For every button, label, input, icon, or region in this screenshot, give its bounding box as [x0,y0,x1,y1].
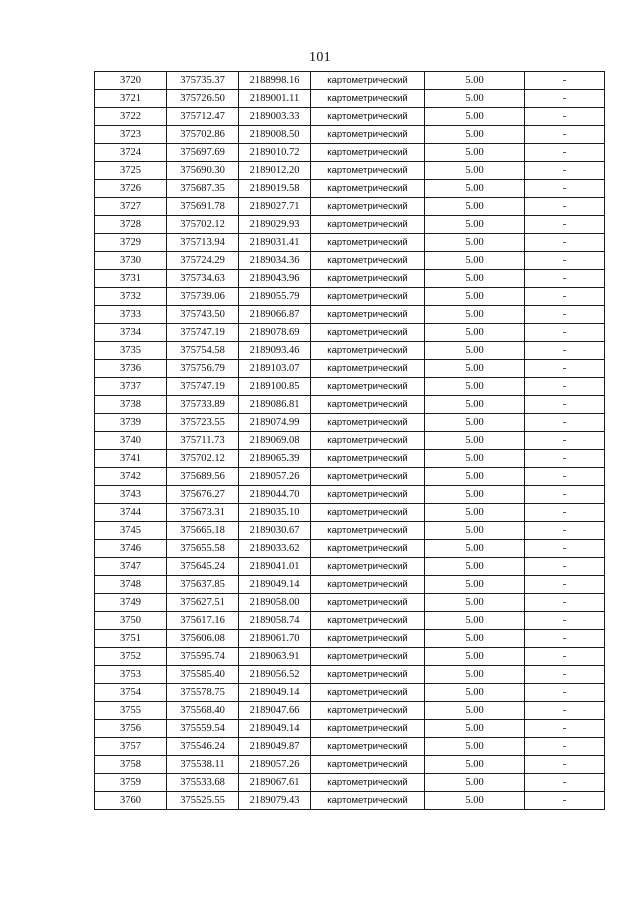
y-coordinate-cell: 2189049.14 [239,720,311,738]
point-number-cell: 3730 [95,252,167,270]
accuracy-cell: 5.00 [425,594,525,612]
table-row [95,108,605,126]
method-cell: картометрический [311,90,425,108]
method-cell: картометрический [311,594,425,612]
x-coordinate-cell: 375690.30 [167,162,239,180]
table-row [95,648,605,666]
note-cell: - [525,234,605,252]
table-row [95,72,605,90]
note-cell: - [525,738,605,756]
x-coordinate-cell: 375702.12 [167,216,239,234]
table-row [95,396,605,414]
point-number-cell: 3724 [95,144,167,162]
accuracy-cell: 5.00 [425,180,525,198]
y-coordinate-cell: 2189093.46 [239,342,311,360]
method-cell: картометрический [311,270,425,288]
accuracy-cell: 5.00 [425,144,525,162]
y-coordinate-cell: 2189057.26 [239,468,311,486]
point-number-cell: 3723 [95,126,167,144]
coordinates-table [94,71,605,810]
x-coordinate-cell: 375645.24 [167,558,239,576]
accuracy-cell: 5.00 [425,108,525,126]
method-cell: картометрический [311,378,425,396]
method-cell: картометрический [311,558,425,576]
point-number-cell: 3751 [95,630,167,648]
x-coordinate-cell: 375546.24 [167,738,239,756]
accuracy-cell: 5.00 [425,576,525,594]
point-number-cell: 3743 [95,486,167,504]
x-coordinate-cell: 375568.40 [167,702,239,720]
note-cell: - [525,756,605,774]
method-cell: картометрический [311,576,425,594]
table-row [95,180,605,198]
note-cell: - [525,684,605,702]
table-row [95,144,605,162]
point-number-cell: 3752 [95,648,167,666]
y-coordinate-cell: 2189058.00 [239,594,311,612]
note-cell: - [525,594,605,612]
note-cell: - [525,630,605,648]
point-number-cell: 3749 [95,594,167,612]
accuracy-cell: 5.00 [425,306,525,324]
point-number-cell: 3720 [95,72,167,90]
note-cell: - [525,180,605,198]
point-number-cell: 3746 [95,540,167,558]
point-number-cell: 3736 [95,360,167,378]
accuracy-cell: 5.00 [425,666,525,684]
x-coordinate-cell: 375687.35 [167,180,239,198]
method-cell: картометрический [311,504,425,522]
accuracy-cell: 5.00 [425,630,525,648]
accuracy-cell: 5.00 [425,540,525,558]
accuracy-cell: 5.00 [425,162,525,180]
point-number-cell: 3759 [95,774,167,792]
method-cell: картометрический [311,468,425,486]
method-cell: картометрический [311,234,425,252]
point-number-cell: 3728 [95,216,167,234]
note-cell: - [525,270,605,288]
x-coordinate-cell: 375747.19 [167,324,239,342]
accuracy-cell: 5.00 [425,288,525,306]
accuracy-cell: 5.00 [425,612,525,630]
note-cell: - [525,72,605,90]
note-cell: - [525,198,605,216]
method-cell: картометрический [311,774,425,792]
note-cell: - [525,162,605,180]
accuracy-cell: 5.00 [425,486,525,504]
note-cell: - [525,774,605,792]
x-coordinate-cell: 375691.78 [167,198,239,216]
x-coordinate-cell: 375689.56 [167,468,239,486]
point-number-cell: 3732 [95,288,167,306]
x-coordinate-cell: 375533.68 [167,774,239,792]
method-cell: картометрический [311,486,425,504]
method-cell: картометрический [311,216,425,234]
point-number-cell: 3725 [95,162,167,180]
accuracy-cell: 5.00 [425,270,525,288]
x-coordinate-cell: 375585.40 [167,666,239,684]
method-cell: картометрический [311,630,425,648]
table-row [95,90,605,108]
point-number-cell: 3729 [95,234,167,252]
method-cell: картометрический [311,180,425,198]
method-cell: картометрический [311,162,425,180]
accuracy-cell: 5.00 [425,216,525,234]
accuracy-cell: 5.00 [425,792,525,810]
method-cell: картометрический [311,720,425,738]
accuracy-cell: 5.00 [425,234,525,252]
table-row [95,342,605,360]
note-cell: - [525,288,605,306]
x-coordinate-cell: 375712.47 [167,108,239,126]
y-coordinate-cell: 2189047.66 [239,702,311,720]
accuracy-cell: 5.00 [425,198,525,216]
accuracy-cell: 5.00 [425,738,525,756]
y-coordinate-cell: 2188998.16 [239,72,311,90]
point-number-cell: 3758 [95,756,167,774]
y-coordinate-cell: 2189057.26 [239,756,311,774]
note-cell: - [525,522,605,540]
note-cell: - [525,342,605,360]
table-row [95,252,605,270]
y-coordinate-cell: 2189012.20 [239,162,311,180]
point-number-cell: 3753 [95,666,167,684]
table-row [95,792,605,810]
note-cell: - [525,486,605,504]
x-coordinate-cell: 375735.37 [167,72,239,90]
x-coordinate-cell: 375743.50 [167,306,239,324]
x-coordinate-cell: 375734.63 [167,270,239,288]
y-coordinate-cell: 2189019.58 [239,180,311,198]
method-cell: картометрический [311,738,425,756]
table-row [95,468,605,486]
note-cell: - [525,126,605,144]
point-number-cell: 3722 [95,108,167,126]
y-coordinate-cell: 2189029.93 [239,216,311,234]
method-cell: картометрический [311,342,425,360]
accuracy-cell: 5.00 [425,468,525,486]
y-coordinate-cell: 2189063.91 [239,648,311,666]
table-row [95,126,605,144]
accuracy-cell: 5.00 [425,378,525,396]
point-number-cell: 3760 [95,792,167,810]
method-cell: картометрический [311,702,425,720]
method-cell: картометрический [311,288,425,306]
method-cell: картометрический [311,522,425,540]
point-number-cell: 3727 [95,198,167,216]
x-coordinate-cell: 375655.58 [167,540,239,558]
y-coordinate-cell: 2189003.33 [239,108,311,126]
x-coordinate-cell: 375595.74 [167,648,239,666]
note-cell: - [525,720,605,738]
y-coordinate-cell: 2189061.70 [239,630,311,648]
y-coordinate-cell: 2189100.85 [239,378,311,396]
point-number-cell: 3731 [95,270,167,288]
x-coordinate-cell: 375702.86 [167,126,239,144]
point-number-cell: 3742 [95,468,167,486]
x-coordinate-cell: 375665.18 [167,522,239,540]
y-coordinate-cell: 2189079.43 [239,792,311,810]
table-row [95,594,605,612]
y-coordinate-cell: 2189055.79 [239,288,311,306]
table-row [95,378,605,396]
table-row [95,450,605,468]
table-row [95,576,605,594]
x-coordinate-cell: 375723.55 [167,414,239,432]
method-cell: картометрический [311,360,425,378]
y-coordinate-cell: 2189035.10 [239,504,311,522]
method-cell: картометрический [311,306,425,324]
note-cell: - [525,360,605,378]
point-number-cell: 3733 [95,306,167,324]
note-cell: - [525,306,605,324]
note-cell: - [525,108,605,126]
x-coordinate-cell: 375711.73 [167,432,239,450]
accuracy-cell: 5.00 [425,360,525,378]
x-coordinate-cell: 375617.16 [167,612,239,630]
point-number-cell: 3757 [95,738,167,756]
y-coordinate-cell: 2189031.41 [239,234,311,252]
note-cell: - [525,666,605,684]
x-coordinate-cell: 375754.58 [167,342,239,360]
table-row [95,198,605,216]
note-cell: - [525,144,605,162]
y-coordinate-cell: 2189044.70 [239,486,311,504]
method-cell: картометрический [311,252,425,270]
y-coordinate-cell: 2189078.69 [239,324,311,342]
x-coordinate-cell: 375747.19 [167,378,239,396]
note-cell: - [525,252,605,270]
table-row [95,540,605,558]
table-row [95,306,605,324]
accuracy-cell: 5.00 [425,450,525,468]
table-row [95,720,605,738]
x-coordinate-cell: 375739.06 [167,288,239,306]
accuracy-cell: 5.00 [425,684,525,702]
accuracy-cell: 5.00 [425,72,525,90]
method-cell: картометрический [311,540,425,558]
point-number-cell: 3737 [95,378,167,396]
method-cell: картометрический [311,72,425,90]
method-cell: картометрический [311,414,425,432]
table-row [95,630,605,648]
method-cell: картометрический [311,198,425,216]
y-coordinate-cell: 2189033.62 [239,540,311,558]
method-cell: картометрический [311,792,425,810]
y-coordinate-cell: 2189056.52 [239,666,311,684]
x-coordinate-cell: 375756.79 [167,360,239,378]
method-cell: картометрический [311,684,425,702]
point-number-cell: 3748 [95,576,167,594]
x-coordinate-cell: 375578.75 [167,684,239,702]
accuracy-cell: 5.00 [425,504,525,522]
y-coordinate-cell: 2189086.81 [239,396,311,414]
accuracy-cell: 5.00 [425,414,525,432]
accuracy-cell: 5.00 [425,558,525,576]
table-row [95,360,605,378]
point-number-cell: 3740 [95,432,167,450]
y-coordinate-cell: 2189001.11 [239,90,311,108]
y-coordinate-cell: 2189066.87 [239,306,311,324]
x-coordinate-cell: 375538.11 [167,756,239,774]
table-row [95,558,605,576]
accuracy-cell: 5.00 [425,126,525,144]
table-row [95,432,605,450]
accuracy-cell: 5.00 [425,648,525,666]
x-coordinate-cell: 375606.08 [167,630,239,648]
note-cell: - [525,540,605,558]
accuracy-cell: 5.00 [425,756,525,774]
y-coordinate-cell: 2189043.96 [239,270,311,288]
page-number: 101 [309,50,331,65]
method-cell: картометрический [311,396,425,414]
x-coordinate-cell: 375726.50 [167,90,239,108]
point-number-cell: 3735 [95,342,167,360]
point-number-cell: 3754 [95,684,167,702]
y-coordinate-cell: 2189049.87 [239,738,311,756]
table-row [95,324,605,342]
point-number-cell: 3744 [95,504,167,522]
table-row [95,288,605,306]
method-cell: картометрический [311,648,425,666]
coordinates-table-wrapper [94,71,604,810]
accuracy-cell: 5.00 [425,720,525,738]
x-coordinate-cell: 375637.85 [167,576,239,594]
x-coordinate-cell: 375676.27 [167,486,239,504]
point-number-cell: 3738 [95,396,167,414]
method-cell: картометрический [311,756,425,774]
note-cell: - [525,504,605,522]
method-cell: картометрический [311,108,425,126]
coordinates-table-body [95,72,605,810]
x-coordinate-cell: 375733.89 [167,396,239,414]
note-cell: - [525,324,605,342]
table-row [95,774,605,792]
point-number-cell: 3734 [95,324,167,342]
y-coordinate-cell: 2189074.99 [239,414,311,432]
table-row [95,522,605,540]
accuracy-cell: 5.00 [425,324,525,342]
y-coordinate-cell: 2189069.08 [239,432,311,450]
point-number-cell: 3755 [95,702,167,720]
point-number-cell: 3745 [95,522,167,540]
y-coordinate-cell: 2189058.74 [239,612,311,630]
accuracy-cell: 5.00 [425,342,525,360]
y-coordinate-cell: 2189034.36 [239,252,311,270]
y-coordinate-cell: 2189008.50 [239,126,311,144]
note-cell: - [525,450,605,468]
table-row [95,162,605,180]
point-number-cell: 3747 [95,558,167,576]
point-number-cell: 3750 [95,612,167,630]
method-cell: картометрический [311,432,425,450]
y-coordinate-cell: 2189010.72 [239,144,311,162]
y-coordinate-cell: 2189041.01 [239,558,311,576]
table-row [95,666,605,684]
x-coordinate-cell: 375627.51 [167,594,239,612]
note-cell: - [525,648,605,666]
table-row [95,270,605,288]
table-row [95,738,605,756]
point-number-cell: 3756 [95,720,167,738]
x-coordinate-cell: 375525.55 [167,792,239,810]
point-number-cell: 3739 [95,414,167,432]
method-cell: картометрический [311,324,425,342]
note-cell: - [525,378,605,396]
note-cell: - [525,612,605,630]
x-coordinate-cell: 375702.12 [167,450,239,468]
accuracy-cell: 5.00 [425,432,525,450]
point-number-cell: 3726 [95,180,167,198]
note-cell: - [525,702,605,720]
x-coordinate-cell: 375697.69 [167,144,239,162]
x-coordinate-cell: 375724.29 [167,252,239,270]
y-coordinate-cell: 2189049.14 [239,576,311,594]
method-cell: картометрический [311,450,425,468]
y-coordinate-cell: 2189049.14 [239,684,311,702]
table-row [95,702,605,720]
note-cell: - [525,792,605,810]
x-coordinate-cell: 375559.54 [167,720,239,738]
y-coordinate-cell: 2189065.39 [239,450,311,468]
table-row [95,684,605,702]
table-row [95,756,605,774]
table-row [95,504,605,522]
table-row [95,414,605,432]
note-cell: - [525,576,605,594]
point-number-cell: 3721 [95,90,167,108]
table-row [95,234,605,252]
note-cell: - [525,414,605,432]
note-cell: - [525,558,605,576]
note-cell: - [525,468,605,486]
accuracy-cell: 5.00 [425,396,525,414]
y-coordinate-cell: 2189030.67 [239,522,311,540]
x-coordinate-cell: 375713.94 [167,234,239,252]
note-cell: - [525,90,605,108]
accuracy-cell: 5.00 [425,90,525,108]
method-cell: картометрический [311,612,425,630]
y-coordinate-cell: 2189067.61 [239,774,311,792]
table-row [95,612,605,630]
accuracy-cell: 5.00 [425,702,525,720]
note-cell: - [525,216,605,234]
y-coordinate-cell: 2189027.71 [239,198,311,216]
table-row [95,216,605,234]
accuracy-cell: 5.00 [425,522,525,540]
y-coordinate-cell: 2189103.07 [239,360,311,378]
accuracy-cell: 5.00 [425,252,525,270]
note-cell: - [525,396,605,414]
accuracy-cell: 5.00 [425,774,525,792]
point-number-cell: 3741 [95,450,167,468]
note-cell: - [525,432,605,450]
method-cell: картометрический [311,666,425,684]
x-coordinate-cell: 375673.31 [167,504,239,522]
method-cell: картометрический [311,144,425,162]
table-row [95,486,605,504]
method-cell: картометрический [311,126,425,144]
